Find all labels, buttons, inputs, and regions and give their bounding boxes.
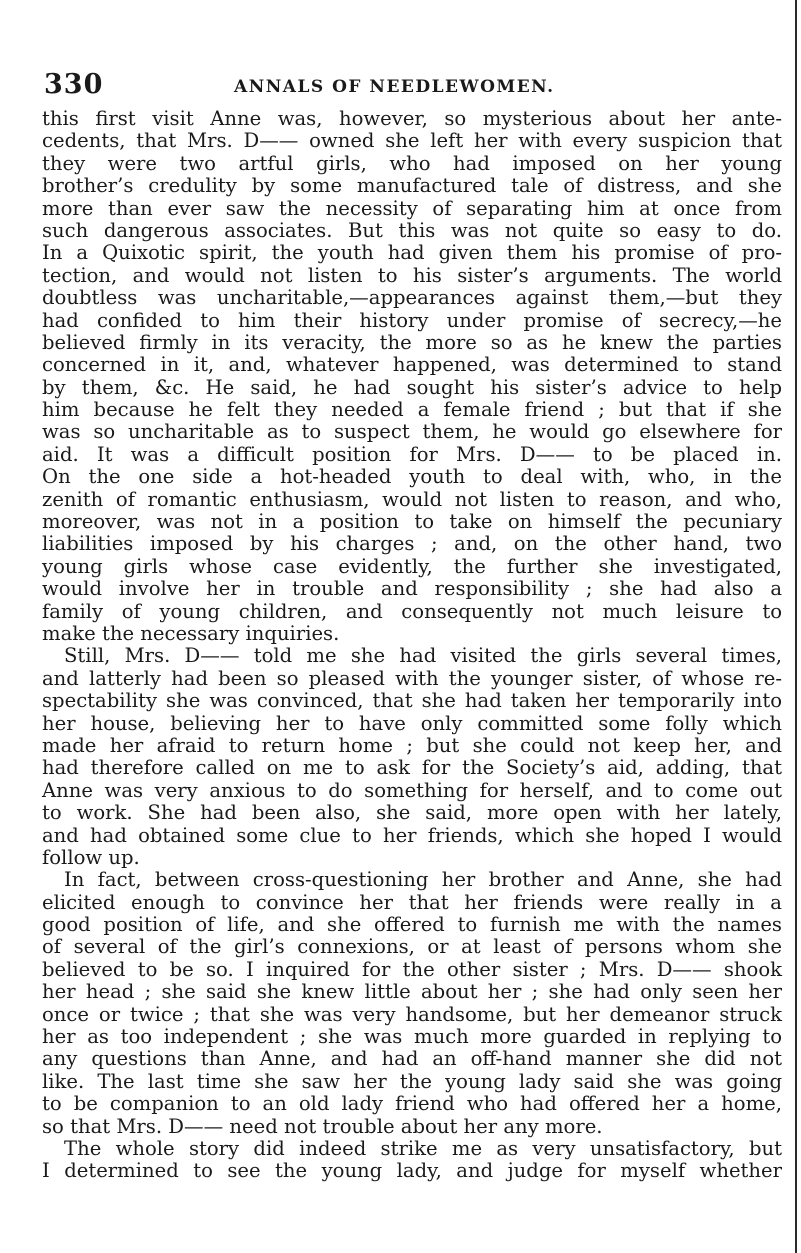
text-line: her as too independent ; she was much more guarded in replying to — [42, 1025, 782, 1049]
text-line: made her afraid to return home ; but she could not keep her, and — [42, 733, 782, 757]
text-line: family of young children, and consequently not much leisure to — [42, 599, 782, 623]
text-line: tection, and would not listen to his sister’s arguments. The world — [42, 263, 782, 287]
paragraph-end-line: follow up. — [42, 845, 140, 869]
text-line: such dangerous associates. But this was not quite so easy to do. — [42, 218, 782, 242]
text-line: I determined to see the young lady, and judge for myself whether — [42, 1159, 782, 1183]
paragraph-end-line: make the necessary inquiries. — [42, 621, 340, 645]
text-line: and had obtained some clue to her friends, which she hoped I would — [42, 823, 782, 847]
text-line: good position of life, and she offered to furnish me with the names — [42, 913, 782, 937]
text-line: him because he felt they needed a female friend ; but that if she — [42, 398, 782, 422]
paragraph-end-line: so that Mrs. D—— need not trouble about her any more. — [42, 1114, 603, 1138]
text-line: had therefore called on me to ask for the Society’s aid, adding, that — [42, 756, 782, 780]
paragraph-start-line: Still, Mrs. D—— told me she had visited the girls several times, — [64, 644, 782, 668]
text-line: any questions than Anne, and had an off-hand manner she did not — [42, 1047, 782, 1071]
page-header — [44, 68, 779, 102]
text-line: On the one side a hot-headed youth to deal with, who, in the — [42, 465, 782, 489]
text-line: to be companion to an old lady friend who had offered her a home, — [42, 1092, 782, 1116]
running-title: ANNALS OF NEEDLEWOMEN. — [234, 77, 555, 97]
text-line: her house, believing her to have only committed some folly which — [42, 711, 782, 735]
text-line: believed to be so. I inquired for the other sister ; Mrs. D—— shook — [42, 957, 782, 981]
text-line: her head ; she said she knew little about her ; she had only seen her — [42, 980, 782, 1004]
text-line: cedents, that Mrs. D—— owned she left her with every suspicion that — [42, 129, 782, 153]
text-line: believed firmly in its veracity, the more so as he knew the parties — [42, 330, 782, 354]
text-line: spectability she was convinced, that she had taken her temporarily into — [42, 689, 782, 713]
text-line: liabilities imposed by his charges ; and, on the other hand, two — [42, 532, 782, 556]
text-line: concerned in it, and, whatever happened, was determined to stand — [42, 353, 782, 377]
text-line: this first visit Anne was, however, so mysterious about her ante- — [42, 107, 782, 130]
body-text — [42, 108, 782, 1183]
text-line: and latterly had been so pleased with the younger sister, of whose re- — [42, 666, 782, 690]
text-line: to work. She had been also, she said, more open with her lately, — [42, 801, 782, 825]
text-line: was so uncharitable as to suspect them, he would go elsewhere for — [42, 420, 782, 444]
text-line: young girls whose case evidently, the further she investigated, — [42, 554, 782, 578]
text-line: aid. It was a difficult position for Mrs. D—— to be placed in. — [42, 442, 782, 466]
paragraph-start-line: The whole story did indeed strike me as very unsatisfactory, but — [64, 1136, 782, 1160]
text-line: doubtless was uncharitable,—appearances against them,—but they — [42, 286, 782, 310]
text-line: elicited enough to convince her that her friends were really in a — [42, 890, 782, 914]
paragraph-start-line: In fact, between cross-questioning her brother and Anne, she had — [64, 868, 782, 892]
text-line: brother’s credulity by some manufactured tale of distress, and she — [42, 174, 782, 198]
text-line: once or twice ; that she was very handsome, but her demeanor struck — [42, 1002, 782, 1026]
page-edge-divider — [795, 0, 797, 1253]
text-line: zenith of romantic enthusiasm, would not listen to reason, and who, — [42, 487, 782, 511]
page-number: 330 — [44, 69, 104, 100]
text-line: would involve her in trouble and responsibility ; she had also a — [42, 577, 782, 601]
text-line: moreover, was not in a position to take on himself the pecuniary — [42, 510, 782, 534]
text-line: of several of the girl’s connexions, or at least of persons whom she — [42, 935, 782, 959]
text-line: In a Quixotic spirit, the youth had given them his promise of pro- — [42, 241, 782, 265]
text-line: Anne was very anxious to do something for herself, and to come out — [42, 778, 782, 802]
text-line: by them, &c. He said, he had sought his sister’s advice to help — [42, 375, 782, 399]
text-line: they were two artful girls, who had imposed on her young — [42, 151, 782, 175]
text-line: like. The last time she saw her the young lady said she was going — [42, 1069, 782, 1093]
text-line: more than ever saw the necessity of separating him at once from — [42, 196, 782, 220]
text-line: had confided to him their history under promise of secrecy,—he — [42, 308, 782, 332]
